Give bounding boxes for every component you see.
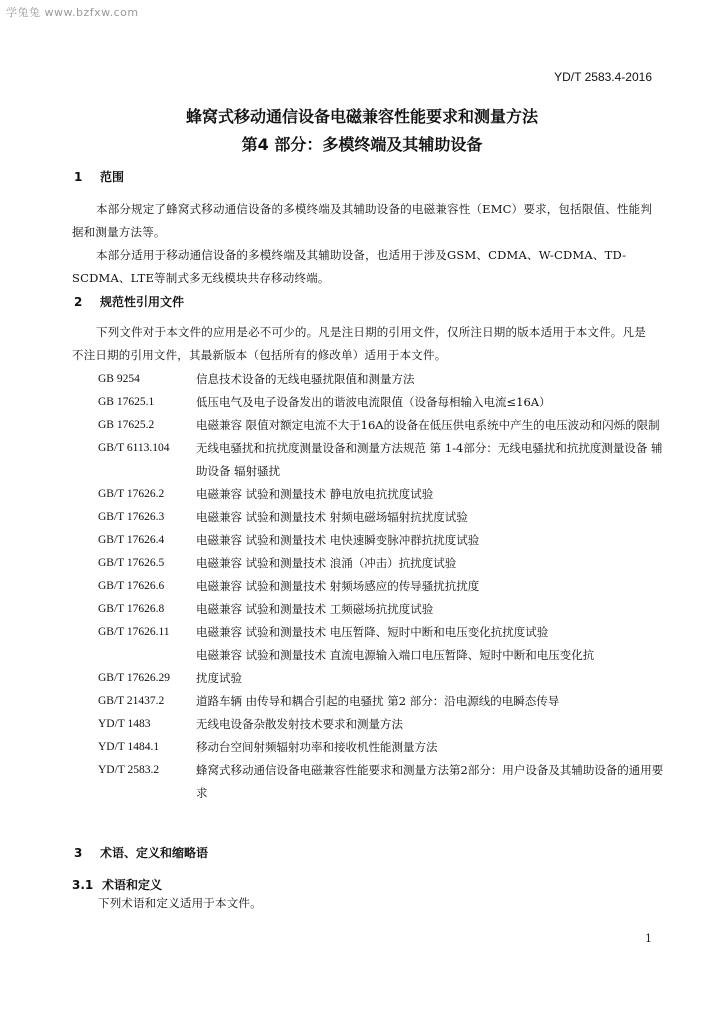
section-2-title: 规范性引用文件: [100, 295, 185, 309]
reference-list: [98, 368, 668, 805]
reference-item: [98, 529, 668, 552]
reference-title: 信息技术设备的无线电骚扰限值和测量方法: [196, 372, 415, 386]
section-3-1-title: 术语和定义: [102, 878, 163, 892]
reference-item: [98, 483, 668, 506]
reference-title: 电磁兼容 试验和测量技术 静电放电抗扰度试验: [196, 487, 434, 501]
reference-code: GB/T 6113.104: [98, 442, 170, 454]
reference-item: [98, 598, 668, 621]
section-3-number: 3: [74, 846, 83, 860]
section-3-1-number: 3.1: [72, 878, 94, 892]
reference-title: 低压电气及电子设备发出的谐波电流限值（设备每相输入电流≤16A）: [196, 395, 551, 409]
section-3-title: 术语、定义和缩略语: [100, 846, 209, 860]
reference-title: 电磁兼容 试验和测量技术 电压暂降、短时中断和电压变化抗扰度试验: [196, 625, 549, 639]
reference-code: GB/T 17626.5: [98, 557, 165, 569]
reference-item: [98, 736, 668, 759]
document-title: 蜂窝式移动通信设备电磁兼容性能要求和测量方法: [185, 107, 538, 126]
reference-code: GB/T 17626.6: [98, 580, 165, 592]
reference-title: 扰度试验: [196, 671, 242, 685]
reference-code: GB 17625.2: [98, 419, 155, 431]
reference-title: 移动台空间射频辐射功率和接收机性能测量方法: [196, 740, 438, 754]
standard-number: YD/T 2583.4-2016: [554, 70, 652, 84]
reference-code: YD/T 1484.1: [98, 741, 160, 753]
reference-item: [98, 414, 668, 437]
reference-item: [98, 437, 668, 483]
reference-code: YD/T 1483: [98, 718, 151, 730]
section-2-paragraph: 下列文件对于本文件的应用是必不可少的。凡是注日期的引用文件，仅所注日期的版本适用于本文件。凡是不注日期的引用文件，其最新版本（包括所有的修改单）适用于本文件。: [72, 325, 646, 362]
reference-title: 电磁兼容 限值对额定电流不大于16A的设备在低压供电系统中产生的电压波动和闪烁的限制: [196, 418, 660, 432]
reference-title: 无线电设备杂散发射技术要求和测量方法: [196, 717, 403, 731]
reference-title: 电磁兼容 试验和测量技术 射频电磁场辐射抗扰度试验: [196, 510, 468, 524]
section-2-number: 2: [74, 295, 83, 309]
section-3-1-paragraph: 下列术语和定义适用于本文件。: [98, 896, 262, 910]
reference-title: 道路车辆 由传导和耦合引起的电骚扰 第2 部分：沿电源线的电瞬态传导: [196, 694, 560, 708]
reference-item: [98, 713, 668, 736]
reference-item: [98, 552, 668, 575]
section-3-heading: [74, 844, 208, 861]
reference-code: GB/T 17626.3: [98, 511, 165, 523]
reference-item: [98, 644, 668, 667]
section-1-heading: [74, 168, 124, 185]
section-1-number: 1: [74, 170, 83, 184]
watermark: 学兔兔 www.bzfxw.com: [6, 6, 139, 19]
reference-item: [98, 368, 668, 391]
reference-title: 电磁兼容 试验和测量技术 射频场感应的传导骚扰抗扰度: [196, 579, 480, 593]
reference-item: [98, 506, 668, 529]
reference-code: GB/T 17626.29: [98, 672, 170, 684]
reference-title: 电磁兼容 试验和测量技术 工频磁场抗扰度试验: [196, 602, 434, 616]
reference-code: YD/T 2583.2: [98, 764, 160, 776]
section-2-heading: [74, 293, 184, 310]
reference-title: 蜂窝式移动通信设备电磁兼容性能要求和测量方法第2部分：用户设备及其辅助设备的通用要求: [196, 763, 664, 800]
reference-item: [98, 759, 668, 805]
reference-item: [98, 391, 668, 414]
reference-item: [98, 575, 668, 598]
reference-code: GB 17625.1: [98, 396, 155, 408]
reference-item: [98, 690, 668, 713]
reference-code: GB/T 17626.4: [98, 534, 165, 546]
reference-code: GB/T 17626.8: [98, 603, 165, 615]
reference-title: 电磁兼容 试验和测量技术 直流电源输入端口电压暂降、短时中断和电压变化抗: [196, 648, 595, 662]
reference-title: 电磁兼容 试验和测量技术 浪涌（冲击）抗扰度试验: [196, 556, 457, 570]
reference-title: 电磁兼容 试验和测量技术 电快速瞬变脉冲群抗扰度试验: [196, 533, 480, 547]
page-number: 1: [645, 932, 652, 945]
section-3-1-heading: [72, 876, 162, 893]
reference-title: 无线电骚扰和抗扰度测量设备和测量方法规范 第 1-4部分：无线电骚扰和抗扰度测量设备 辅助设备 辐射骚扰: [196, 441, 663, 478]
reference-item: [98, 621, 668, 644]
reference-item: [98, 667, 668, 690]
section-1-title: 范围: [100, 170, 125, 184]
reference-code: GB/T 17626.11: [98, 626, 170, 638]
reference-code: GB/T 17626.2: [98, 488, 165, 500]
reference-code: GB/T 21437.2: [98, 695, 165, 707]
section-1-paragraph-2: 本部分适用于移动通信设备的多模终端及其辅助设备，也适用于涉及GSM、CDMA、W-CDMA、TD-SCDMA、LTE等制式多无线模块共存移动终端。: [72, 248, 627, 285]
reference-code: [98, 644, 196, 667]
reference-code: GB 9254: [98, 373, 140, 385]
document-subtitle: 第4 部分：多模终端及其辅助设备: [241, 135, 483, 154]
section-1-paragraph-1: 本部分规定了蜂窝式移动通信设备的多模终端及其辅助设备的电磁兼容性（EMC）要求，包括限值、性能判据和测量方法等。: [72, 202, 653, 239]
